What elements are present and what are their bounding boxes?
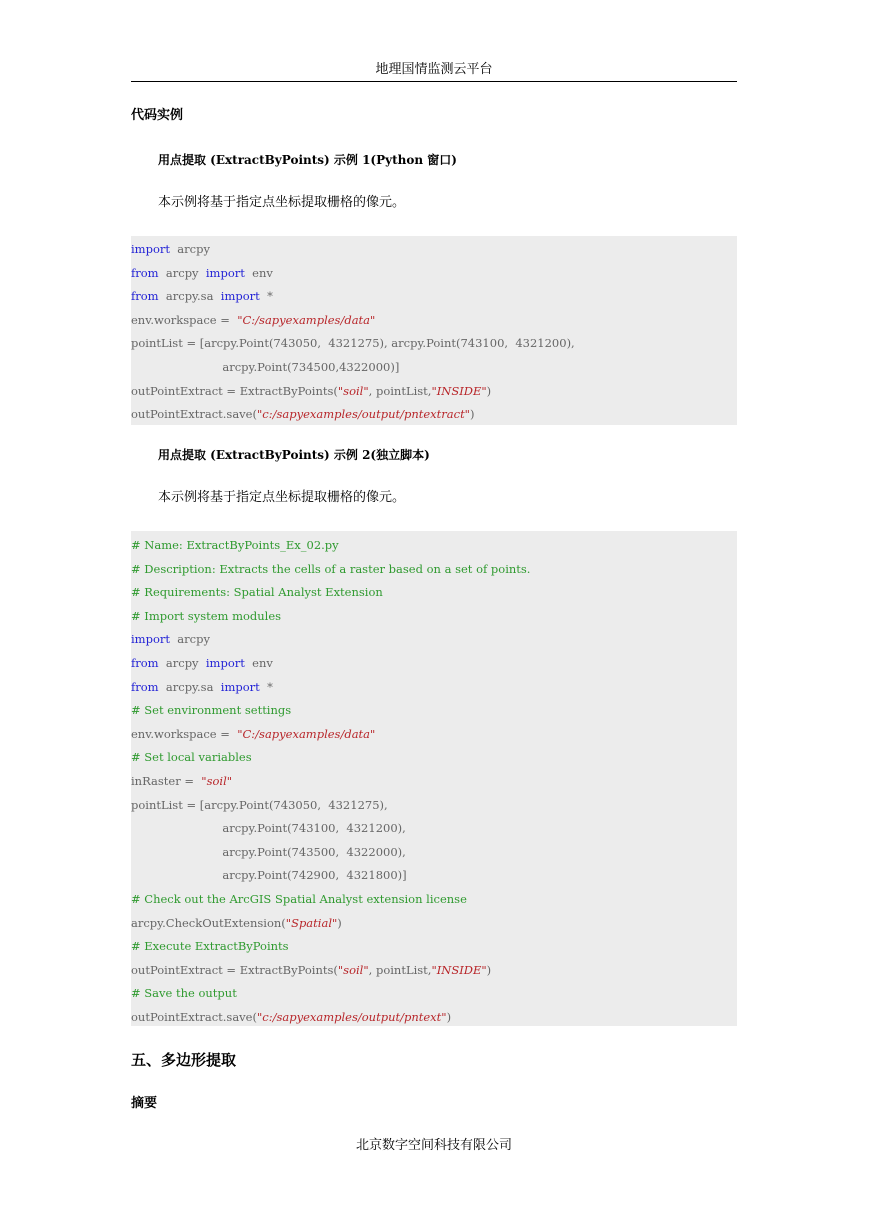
code-token: # Check out the ArcGIS Spatial Analyst extension license	[131, 891, 467, 906]
code-line	[131, 912, 737, 936]
code-token: arcpy.Point(743500, 4322000),	[131, 844, 406, 859]
code-token: inRaster =	[131, 773, 202, 788]
code-line	[131, 605, 737, 629]
page-header: 地理国情监测云平台	[375, 62, 493, 77]
code-token: outPointExtract = ExtractByPoints(	[131, 383, 338, 398]
code-line	[131, 959, 737, 983]
code-line	[131, 982, 737, 1006]
code-token: arcpy	[170, 242, 210, 256]
code-token: )	[486, 962, 492, 977]
code-line	[131, 1006, 737, 1030]
code-line	[131, 581, 737, 605]
code-line	[131, 403, 737, 427]
code-token: arcpy	[158, 655, 206, 670]
code-token: import	[220, 289, 260, 304]
code-token: "soil"	[337, 962, 369, 977]
code-token: # Set local variables	[131, 750, 252, 765]
code-token: import	[220, 679, 260, 694]
code-line	[131, 723, 737, 747]
code-token: # Description: Extracts the cells of a raster based on a set of points.	[131, 561, 531, 576]
code-token: arcpy.CheckOutExtension(	[131, 915, 286, 930]
code-line	[131, 309, 737, 333]
code-token: import	[205, 655, 245, 670]
code-token: outPointExtract.save(	[131, 407, 257, 422]
code-token: "soil"	[201, 773, 233, 788]
code-token: "Spatial"	[285, 915, 338, 930]
code-token: # Requirements: Spatial Analyst Extension	[131, 585, 383, 600]
code-token: )	[337, 915, 342, 930]
code-token: arcpy	[158, 265, 206, 280]
code-line	[131, 676, 737, 700]
code-line	[131, 888, 737, 912]
code-token: arcpy.Point(734500,4322000)]	[131, 359, 400, 374]
summary-heading: 摘要	[131, 1096, 158, 1111]
code-token: "INSIDE"	[431, 383, 487, 398]
code-line	[131, 770, 737, 794]
code-token: *	[259, 289, 273, 304]
code-token: import	[205, 265, 245, 280]
code-line	[131, 699, 737, 723]
code-line	[131, 380, 737, 404]
code-token: )	[469, 407, 475, 422]
code-token: "c:/sapyexamples/output/pntext"	[256, 1009, 447, 1024]
code-token: from	[131, 679, 159, 694]
example2-code-block	[131, 531, 737, 1026]
code-line	[131, 841, 737, 865]
code-token: arcpy	[170, 632, 210, 647]
code-token: # Set environment settings	[131, 703, 292, 718]
code-token: outPointExtract.save(	[131, 1009, 257, 1024]
code-token: # Import system modules	[131, 608, 282, 623]
code-line	[131, 628, 737, 652]
code-token: "soil"	[337, 383, 369, 398]
code-token: "INSIDE"	[431, 962, 487, 977]
example1-code-block	[131, 236, 737, 425]
code-token: # Save the output	[131, 986, 237, 1001]
code-token: *	[259, 679, 273, 694]
code-token: from	[131, 265, 159, 280]
code-line	[131, 935, 737, 959]
code-line	[131, 558, 737, 582]
code-token: import	[131, 632, 170, 647]
code-line	[131, 238, 737, 262]
code-token: import	[131, 242, 170, 256]
example2-title: 用点提取 (ExtractByPoints) 示例 2(独立脚本)	[158, 448, 430, 462]
code-line	[131, 332, 737, 356]
code-token: )	[486, 383, 492, 398]
code-token: from	[131, 655, 159, 670]
code-token: )	[446, 1009, 452, 1024]
code-token: arcpy.Point(743100, 4321200),	[131, 821, 406, 836]
code-token: pointList = [arcpy.Point(743050, 4321275), arcpy.Point(743100, 4321200),	[131, 336, 575, 351]
code-token: arcpy.Point(742900, 4321800)]	[131, 868, 407, 883]
code-token: env.workspace =	[131, 726, 238, 741]
header-divider	[131, 81, 737, 82]
code-token: env	[244, 265, 273, 280]
code-token: from	[131, 289, 159, 304]
code-token: , pointList,	[368, 383, 432, 398]
code-line	[131, 817, 737, 841]
page-footer: 北京数字空间科技有限公司	[355, 1138, 512, 1153]
code-token: # Execute ExtractByPoints	[131, 939, 289, 954]
code-token: outPointExtract = ExtractByPoints(	[131, 962, 338, 977]
code-line	[131, 652, 737, 676]
code-token: "c:/sapyexamples/output/pntextract"	[256, 407, 470, 422]
example1-title: 用点提取 (ExtractByPoints) 示例 1(Python 窗口)	[158, 153, 457, 167]
section5-heading: 五、多边形提取	[131, 1051, 237, 1069]
code-token: env.workspace =	[131, 312, 238, 327]
code-line	[131, 794, 737, 818]
code-line	[131, 262, 737, 286]
code-line	[131, 534, 737, 558]
code-token: pointList = [arcpy.Point(743050, 4321275),	[131, 797, 388, 812]
example2-description: 本示例将基于指定点坐标提取栅格的像元。	[158, 490, 406, 505]
code-token: arcpy.sa	[158, 679, 221, 694]
code-token: # Name: ExtractByPoints_Ex_02.py	[131, 538, 339, 552]
example1-description: 本示例将基于指定点坐标提取栅格的像元。	[158, 195, 406, 210]
code-token: arcpy.sa	[158, 289, 221, 304]
code-line	[131, 285, 737, 309]
code-token: "C:/sapyexamples/data"	[237, 312, 376, 327]
code-line	[131, 356, 737, 380]
code-token: env	[244, 655, 273, 670]
code-examples-heading: 代码实例	[131, 108, 184, 123]
code-token: , pointList,	[368, 962, 432, 977]
code-token: "C:/sapyexamples/data"	[237, 726, 376, 741]
code-line	[131, 864, 737, 888]
code-line	[131, 746, 737, 770]
